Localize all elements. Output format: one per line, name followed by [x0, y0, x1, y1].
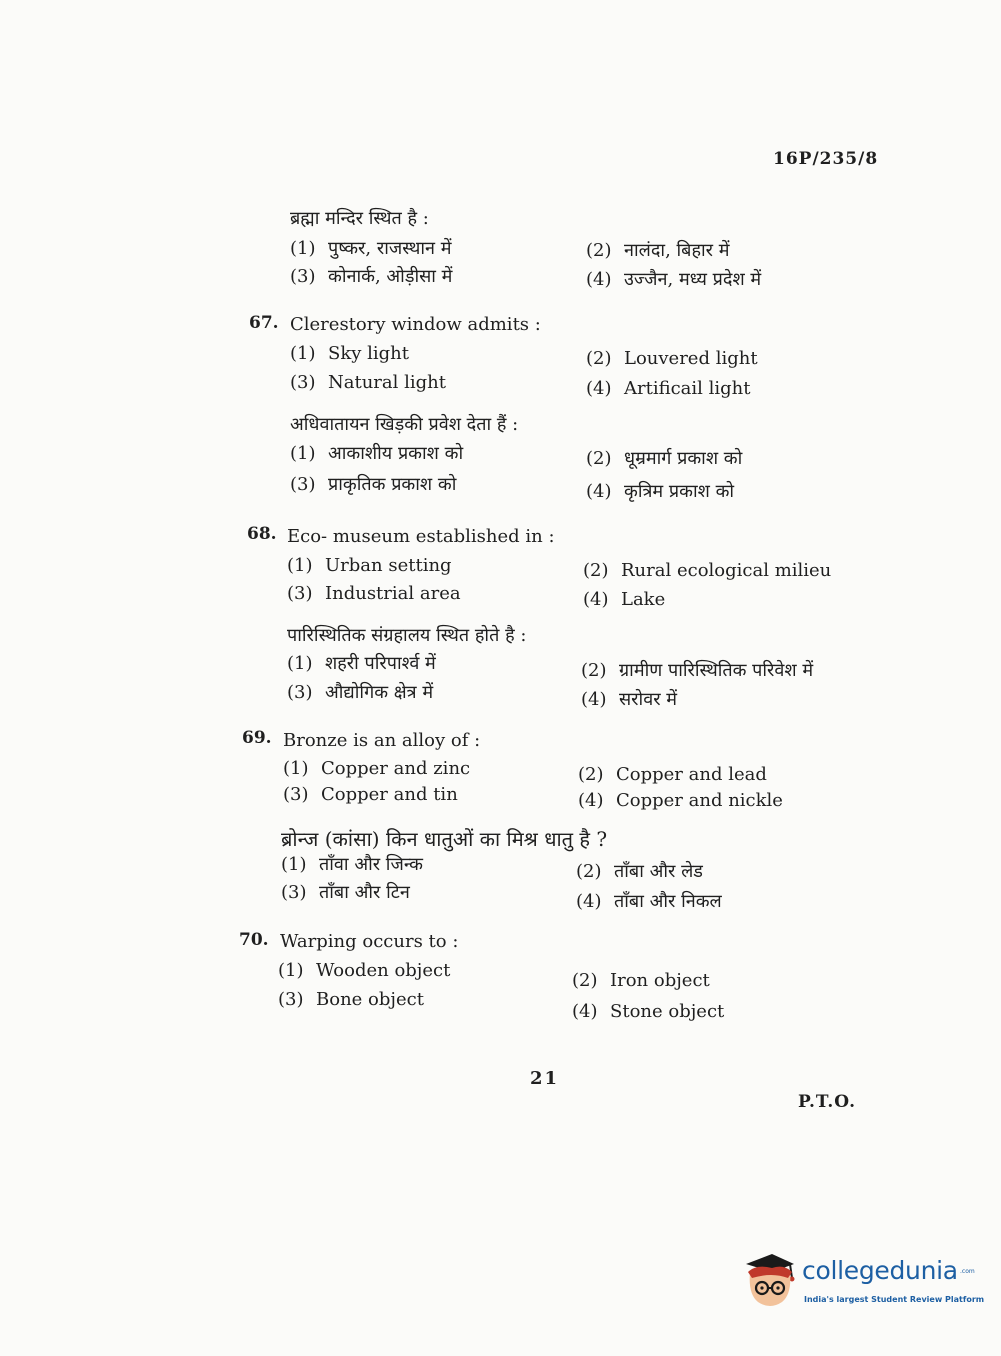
q68-option-2: (2) Rural ecological milieu — [583, 560, 832, 581]
q68-option-1: (1) Urban setting — [287, 555, 452, 576]
pto-label: P.T.O. — [798, 1092, 856, 1112]
q67-option-3: (3) Natural light — [290, 372, 446, 393]
q69-option-1: (1) Copper and zinc — [283, 758, 471, 779]
collegedunia-watermark — [742, 1248, 985, 1314]
q69-hindi-option-3: (3) ताँबा और टिन — [281, 882, 410, 903]
student-mascot-icon — [742, 1250, 798, 1310]
question-69-number: 69. — [242, 728, 272, 748]
question-66-hindi-stem: ब्रह्मा मन्दिर स्थित है : — [290, 208, 429, 229]
question-68-number: 68. — [247, 524, 277, 544]
q67-hindi-option-1: (1) आकाशीय प्रकाश को — [290, 443, 464, 464]
q66-hindi-option-4: (4) उज्जैन, मध्य प्रदेश में — [586, 269, 762, 290]
q66-hindi-option-1: (1) पुष्कर, राजस्थान में — [290, 238, 452, 259]
q69-option-4: (4) Copper and nickle — [578, 790, 783, 811]
question-68-stem: Eco- museum established in : — [287, 526, 555, 547]
q70-option-1: (1) Wooden object — [278, 960, 451, 981]
brand-tagline: India's largest Student Review Platform — [804, 1295, 985, 1304]
q70-option-3: (3) Bone object — [278, 989, 424, 1010]
page-number: 21 — [530, 1068, 560, 1089]
q68-hindi-option-1: (1) शहरी परिपार्श्व में — [287, 653, 436, 674]
q66-hindi-option-3: (3) कोनार्क, ओड़ीसा में — [290, 266, 453, 287]
q67-hindi-option-4: (4) कृत्रिम प्रकाश को — [586, 481, 735, 502]
q66-hindi-option-2: (2) नालंदा, बिहार में — [586, 240, 730, 261]
paper-code: 16P/235/8 — [773, 149, 879, 169]
question-68-hindi-stem: पारिस्थितिक संग्रहालय स्थित होते है : — [287, 625, 527, 646]
q67-option-1: (1) Sky light — [290, 343, 409, 364]
q68-hindi-option-3: (3) औद्योगिक क्षेत्र में — [287, 682, 434, 703]
q69-option-2: (2) Copper and lead — [578, 764, 767, 785]
q70-option-2: (2) Iron object — [572, 970, 710, 991]
q69-option-3: (3) Copper and tin — [283, 784, 458, 805]
question-70-stem: Warping occurs to : — [280, 931, 459, 952]
brand-name: collegedunia — [802, 1256, 958, 1285]
q67-hindi-option-3: (3) प्राकृतिक प्रकाश को — [290, 474, 457, 495]
q67-option-4: (4) Artificail light — [586, 378, 751, 399]
question-67-number: 67. — [249, 313, 279, 333]
q69-hindi-option-1: (1) ताँवा और जिन्क — [281, 854, 423, 875]
q69-hindi-option-4: (4) ताँबा और निकल — [576, 891, 722, 912]
q69-hindi-option-2: (2) ताँबा और लेड — [576, 861, 703, 882]
question-69-hindi-stem: ब्रोन्ज (कांसा) किन धातुओं का मिश्र धातु है ? — [281, 827, 608, 851]
brand-suffix: .com — [960, 1268, 975, 1275]
question-67-stem: Clerestory window admits : — [290, 314, 541, 335]
question-69-stem: Bronze is an alloy of : — [283, 730, 481, 751]
question-67-hindi-stem: अधिवातायन खिड़की प्रवेश देता हैं : — [290, 414, 519, 435]
q68-hindi-option-4: (4) सरोवर में — [581, 689, 678, 710]
q70-option-4: (4) Stone object — [572, 1001, 725, 1022]
q68-hindi-option-2: (2) ग्रामीण पारिस्थितिक परिवेश में — [581, 660, 814, 681]
q67-option-2: (2) Louvered light — [586, 348, 758, 369]
q68-option-3: (3) Industrial area — [287, 583, 461, 604]
question-70-number: 70. — [239, 930, 269, 950]
q68-option-4: (4) Lake — [583, 589, 666, 610]
q67-hindi-option-2: (2) धूम्रमार्ग प्रकाश को — [586, 448, 743, 469]
